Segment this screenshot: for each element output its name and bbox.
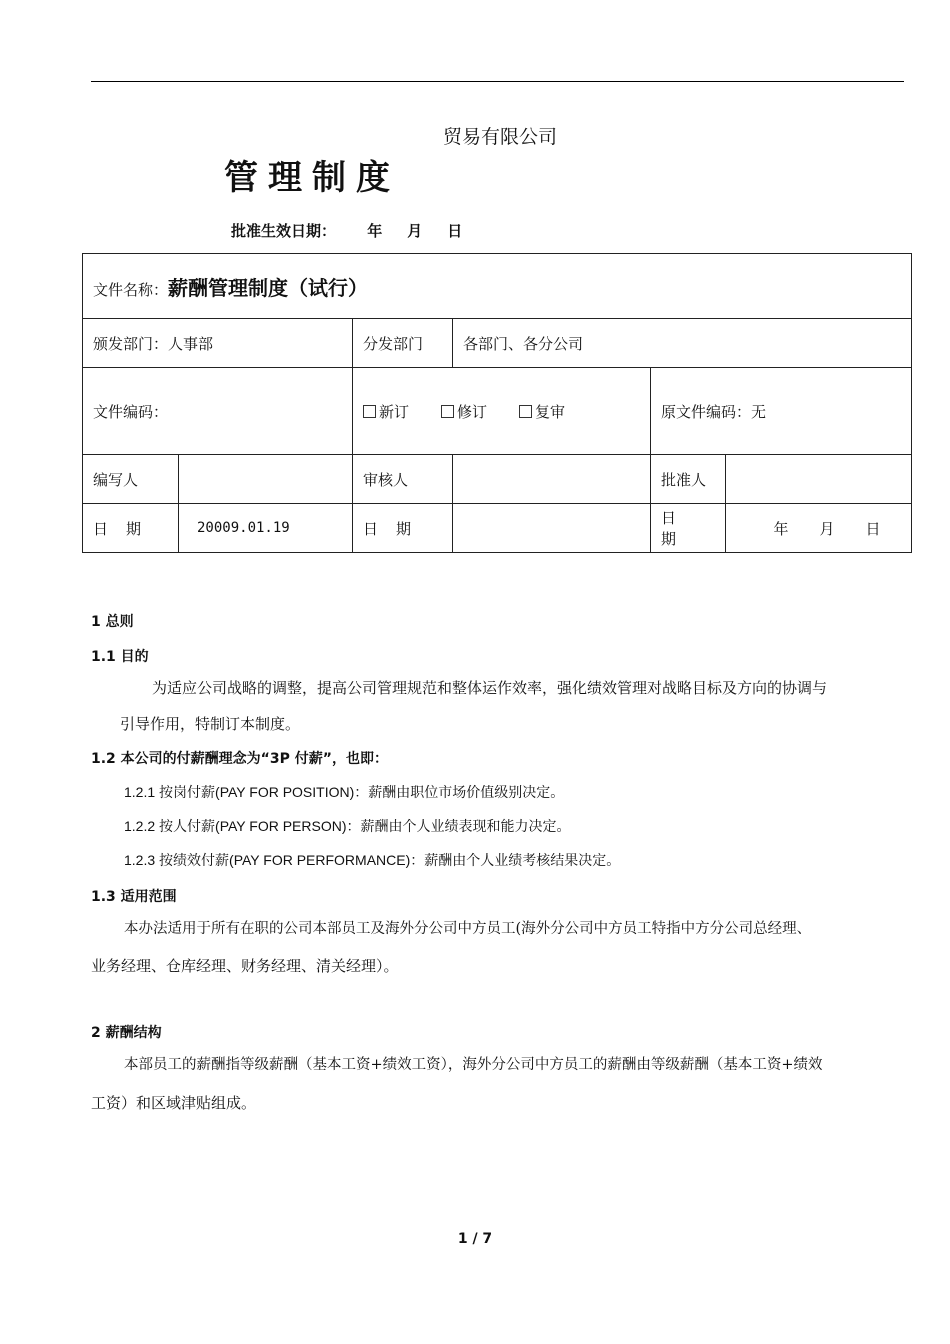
- document-title: 管理制度: [224, 158, 400, 198]
- approval-day: 日: [447, 222, 463, 240]
- checkbox-icon: [519, 405, 532, 418]
- checkbox-revise-label: 修订: [457, 402, 488, 421]
- approver-date-value: [726, 504, 912, 553]
- section-1-3-para-line1: 本办法适用于所有在职的公司本部员工及海外分公司中方员工(海外分公司中方员工特指中方分公司总经理、: [124, 921, 812, 937]
- approval-year: 年: [367, 222, 383, 240]
- checkbox-revise[interactable]: [441, 401, 487, 422]
- checkbox-icon: [441, 405, 454, 418]
- approval-date-label: 批准生效日期：: [231, 222, 337, 240]
- section-2-para-line1: 本部员工的薪酬指等级薪酬（基本工资+绩效工资），海外分公司中方员工的薪酬由等级薪酬（基本工资+绩效: [124, 1057, 823, 1073]
- writer-value: [179, 455, 353, 504]
- reviewer-date-label: 日期: [353, 504, 453, 553]
- item-1-2-2: 1.2.2 按人付薪(PAY FOR PERSON)：薪酬由个人业绩表现和能力决定。: [124, 818, 571, 834]
- approver-day: 日: [865, 519, 881, 538]
- section-1-1-para-line2: 引导作用，特制订本制度。: [120, 715, 301, 733]
- checkbox-review-label: 复审: [535, 402, 566, 421]
- section-1-3-heading: 1.3 适用范围: [91, 889, 177, 905]
- checkbox-new[interactable]: [363, 401, 409, 422]
- file-name-cell: [83, 254, 912, 319]
- approver-year: 年: [773, 519, 789, 538]
- approver-month: 月: [819, 519, 835, 538]
- reviewer-date-value: [453, 504, 651, 553]
- section-1-1-heading: 1.1 目的: [91, 649, 149, 665]
- approver-date-label: 日期: [651, 504, 726, 553]
- reviewer-label: 审核人: [353, 455, 453, 504]
- approval-month: 月: [407, 222, 423, 240]
- issue-dept-cell: 颁发部门：人事部: [83, 319, 353, 368]
- approval-date-line: [231, 220, 487, 241]
- approver-label: 批准人: [651, 455, 726, 504]
- company-name: 贸易有限公司: [442, 126, 557, 148]
- item-1-2-1: 1.2.1 按岗付薪(PAY FOR POSITION)：薪酬由职位市场价值级别决定。: [124, 784, 565, 800]
- header-rule: [91, 81, 904, 82]
- approver-value: [726, 455, 912, 504]
- dist-dept-label: 分发部门: [353, 319, 453, 368]
- file-code-label: 文件编码：: [83, 368, 353, 455]
- section-1-2-heading: 1.2 本公司的付薪酬理念为“3P 付薪”，也即：: [91, 751, 388, 767]
- original-code-cell: 原文件编码：无: [651, 368, 912, 455]
- file-name-value: 薪酬管理制度（试行）: [168, 275, 369, 300]
- section-1-3-para-line2: 业务经理、仓库经理、财务经理、清关经理）。: [91, 957, 399, 975]
- writer-label: 编写人: [83, 455, 179, 504]
- checkbox-new-label: 新订: [379, 402, 410, 421]
- section-1-1-para-line1: 为适应公司战略的调整，提高公司管理规范和整体运作效率，强化绩效管理对战略目标及方向的协调与: [152, 679, 828, 697]
- revision-type-cell: [353, 368, 651, 455]
- item-1-2-3: 1.2.3 按绩效付薪(PAY FOR PERFORMANCE)：薪酬由个人业绩考核结果决定。: [124, 852, 621, 868]
- page-number: 1 / 7: [457, 1231, 493, 1247]
- file-name-label: 文件名称：: [93, 280, 169, 299]
- section-2-para-line2: 工资）和区域津贴组成。: [91, 1094, 257, 1112]
- section-1-heading: 1 总则: [91, 614, 134, 630]
- document-info-table: [82, 253, 912, 553]
- writer-date-value: 20009.01.19: [179, 504, 353, 553]
- checkbox-review[interactable]: [519, 401, 565, 422]
- dist-dept-value: 各部门、各分公司: [453, 319, 912, 368]
- reviewer-value: [453, 455, 651, 504]
- section-2-heading: 2 薪酬结构: [91, 1025, 162, 1041]
- writer-date-label: 日期: [83, 504, 179, 553]
- checkbox-icon: [363, 405, 376, 418]
